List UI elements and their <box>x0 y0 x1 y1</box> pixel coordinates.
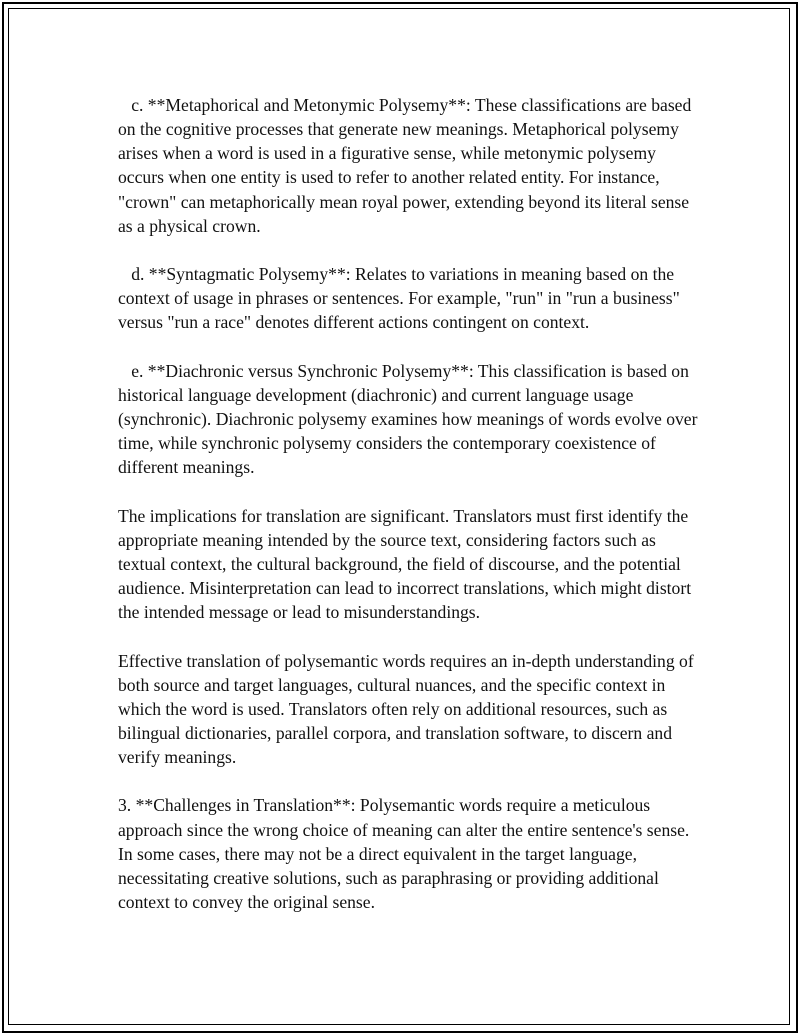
paragraph-challenges-in-translation: 3. **Challenges in Translation**: Polysemantic words require a meticulous approach since the wrong choice of meaning can alter the entire sentence's sense. In some cases, there may not be a direct equivalent in the target language, necessitating creative solutions, such as paraphrasing or providing additional context to convey the original sense. <box>118 795 694 913</box>
paragraph-metaphorical-metonymic-polysemy: c. **Metaphorical and Metonymic Polysemy**: These classifications are based on the cognitive processes that generate new meanings. Metaphorical polysemy arises when a word is used in a figurative sense, while metonymic polysemy occurs when one entity is used to refer to another related entity. For instance, "crown" can metaphorically mean royal power, extending beyond its literal sense as a physical crown. <box>118 95 696 236</box>
paragraph-translation-implications: The implications for translation are significant. Translators must first identify the appropriate meaning intended by the source text, considering factors such as textual context, the cultural background, the field of discourse, and the potential audience. Misinterpretation can lead to incorrect translations, which might distort the intended message or lead to misunderstandings. <box>118 505 696 623</box>
document-body <box>118 93 702 938</box>
paragraph-diachronic-synchronic-polysemy: e. **Diachronic versus Synchronic Polysemy**: This classification is based on historical language development (diachronic) and current language usage (synchronic). Diachronic polysemy examines how meanings of words evolve over time, while synchronic polysemy considers the contemporary coexistence of different meanings. <box>118 360 702 478</box>
paragraph-syntagmatic-polysemy: d. **Syntagmatic Polysemy**: Relates to variations in meaning based on the context of usage in phrases or sentences. For example, "run" in "run a business" versus "run a race" denotes different actions contingent on context. <box>118 264 685 333</box>
paragraph-effective-translation: Effective translation of polysemantic words requires an in-depth understanding of both source and target languages, cultural nuances, and the specific context in which the word is used. Translators often rely on additional resources, such as bilingual dictionaries, parallel corpora, and translation software, to discern and verify meanings. <box>118 650 699 768</box>
